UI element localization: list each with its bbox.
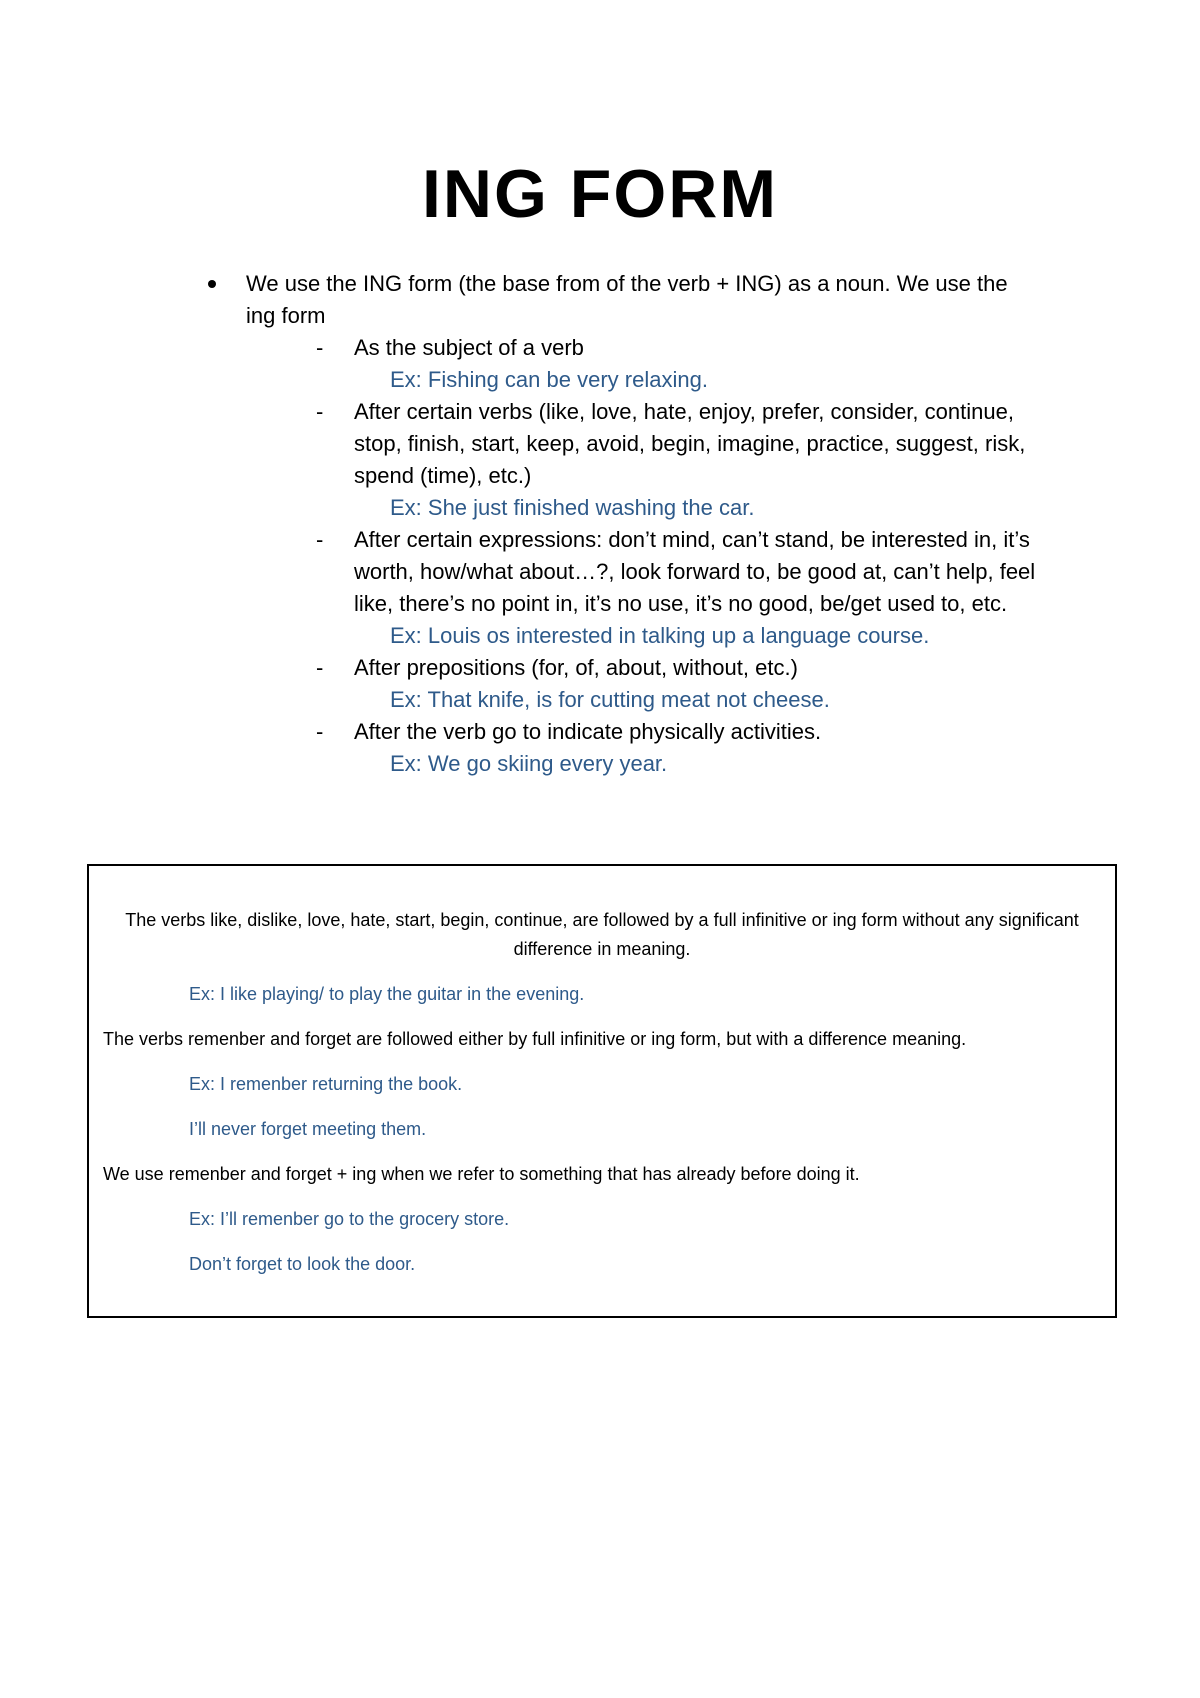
use-text: After the verb go to indicate physically activities. (354, 719, 822, 744)
use-example: Ex: She just finished washing the car. (390, 495, 755, 520)
use-item (208, 652, 1038, 716)
note-example: Ex: I remenber returning the book. (189, 1074, 463, 1094)
note-paragraph: The verbs like, dislike, love, hate, start, begin, continue, are followed by a full infinitive or ing form without any significant difference in meaning. (125, 910, 1079, 959)
use-item (208, 716, 1038, 780)
use-item (208, 524, 1038, 652)
use-item (208, 332, 1038, 396)
note-example: Ex: I’ll remenber go to the grocery store. (189, 1209, 510, 1229)
bullet-icon (208, 280, 216, 288)
dash-icon: - (316, 527, 324, 552)
use-example: Ex: We go skiing every year. (390, 751, 668, 776)
dash-icon: - (316, 655, 324, 680)
dash-icon: - (316, 399, 324, 424)
use-text: After certain verbs (like, love, hate, enjoy, prefer, consider, continue, stop, finish, start, keep, avoid, begin, imagine, practice, suggest, risk, spend (time), etc.) (354, 399, 1026, 488)
usage-section (208, 268, 1038, 780)
dash-icon: - (316, 719, 324, 744)
use-example: Ex: Louis os interested in talking up a language course. (390, 623, 930, 648)
use-item (208, 396, 1038, 524)
note-box (87, 864, 1117, 1318)
use-example: Ex: Fishing can be very relaxing. (390, 367, 708, 392)
note-example: Ex: I like playing/ to play the guitar in the evening. (189, 984, 585, 1004)
note-box-content (103, 906, 1101, 1295)
use-text: As the subject of a verb (354, 335, 584, 360)
note-paragraph: We use remenber and forget + ing when we refer to something that has already before doing it. (103, 1164, 860, 1184)
bullet-item (208, 268, 1038, 332)
use-text: After prepositions (for, of, about, without, etc.) (354, 655, 798, 680)
use-text: After certain expressions: don’t mind, can’t stand, be interested in, it’s worth, how/what about…?, look forward to, be good at, can’t help, feel like, there’s no point in, it’s no use, it’s no good, be/get used to, etc. (354, 527, 1036, 616)
note-example: I’ll never forget meeting them. (189, 1119, 427, 1139)
use-example: Ex: That knife, is for cutting meat not cheese. (390, 687, 830, 712)
note-example: Don’t forget to look the door. (189, 1254, 416, 1274)
uses-list (208, 332, 1038, 780)
intro-text: We use the ING form (the base from of the verb + ING) as a noun. We use the ing form (246, 271, 1008, 328)
note-paragraph: The verbs remenber and forget are followed either by full infinitive or ing form, but with a difference meaning. (103, 1029, 967, 1049)
page-title: ING FORM (422, 156, 778, 232)
dash-icon: - (316, 335, 324, 360)
